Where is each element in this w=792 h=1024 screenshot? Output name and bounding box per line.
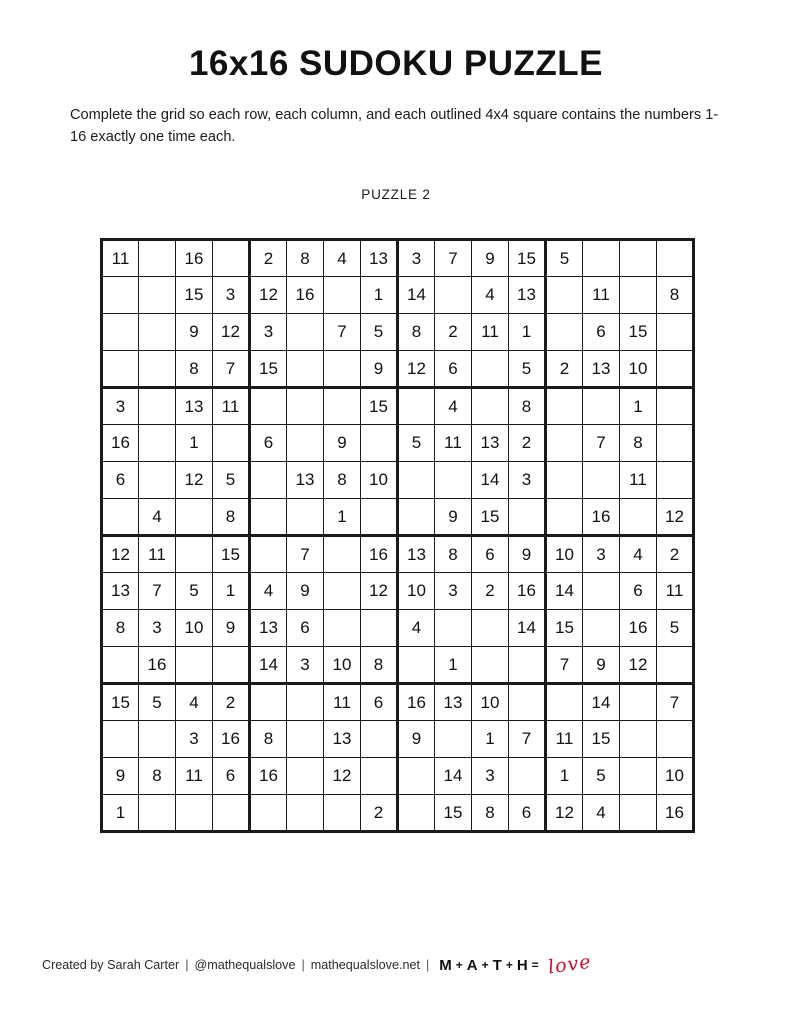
sudoku-cell-given[interactable]: 16 — [361, 535, 398, 572]
sudoku-cell-empty[interactable] — [213, 424, 250, 461]
sudoku-cell-given[interactable]: 8 — [398, 313, 435, 350]
sudoku-cell-empty[interactable] — [139, 424, 176, 461]
sudoku-cell-given[interactable]: 5 — [657, 609, 694, 646]
sudoku-cell-given[interactable]: 11 — [620, 461, 657, 498]
sudoku-cell-given[interactable]: 9 — [361, 350, 398, 387]
sudoku-cell-empty[interactable] — [435, 609, 472, 646]
sudoku-cell-empty[interactable] — [250, 535, 287, 572]
sudoku-cell-empty[interactable] — [398, 757, 435, 794]
sudoku-cell-empty[interactable] — [509, 757, 546, 794]
sudoku-cell-empty[interactable] — [583, 572, 620, 609]
sudoku-cell-given[interactable]: 14 — [250, 646, 287, 683]
sudoku-cell-given[interactable]: 16 — [509, 572, 546, 609]
sudoku-cell-given[interactable]: 8 — [620, 424, 657, 461]
footer-website-link[interactable]: mathequalslove.net — [310, 958, 420, 972]
sudoku-cell-given[interactable]: 10 — [657, 757, 694, 794]
sudoku-cell-given[interactable]: 16 — [176, 239, 213, 276]
sudoku-cell-given[interactable]: 8 — [361, 646, 398, 683]
sudoku-cell-given[interactable]: 7 — [657, 683, 694, 720]
sudoku-cell-given[interactable]: 16 — [620, 609, 657, 646]
sudoku-row — [102, 276, 694, 313]
sudoku-row — [102, 609, 694, 646]
sudoku-cell-empty[interactable] — [324, 276, 361, 313]
sudoku-grid-container — [100, 238, 692, 830]
sudoku-cell-empty[interactable] — [139, 313, 176, 350]
sudoku-cell-empty[interactable] — [176, 535, 213, 572]
sudoku-cell-given[interactable]: 5 — [398, 424, 435, 461]
sudoku-cell-given[interactable]: 8 — [472, 794, 509, 831]
sudoku-cell-given[interactable]: 3 — [509, 461, 546, 498]
sudoku-cell-empty[interactable] — [324, 350, 361, 387]
sudoku-cell-empty[interactable] — [546, 498, 583, 535]
sudoku-cell-empty[interactable] — [102, 313, 139, 350]
sudoku-cell-empty[interactable] — [287, 313, 324, 350]
sudoku-cell-empty[interactable] — [435, 461, 472, 498]
sudoku-cell-empty[interactable] — [583, 609, 620, 646]
sudoku-cell-given[interactable]: 9 — [435, 498, 472, 535]
sudoku-cell-given[interactable]: 12 — [546, 794, 583, 831]
sudoku-cell-empty[interactable] — [509, 646, 546, 683]
footer-separator-3: | — [425, 958, 430, 972]
sudoku-cell-empty[interactable] — [250, 498, 287, 535]
logo-letter-h: H — [516, 956, 529, 974]
sudoku-cell-empty[interactable] — [435, 720, 472, 757]
sudoku-cell-given[interactable]: 11 — [546, 720, 583, 757]
sudoku-cell-given[interactable]: 6 — [583, 313, 620, 350]
sudoku-cell-empty[interactable] — [657, 646, 694, 683]
sudoku-cell-given[interactable]: 3 — [213, 276, 250, 313]
sudoku-cell-given[interactable]: 9 — [102, 757, 139, 794]
sudoku-cell-empty[interactable] — [250, 683, 287, 720]
sudoku-cell-given[interactable]: 5 — [546, 239, 583, 276]
sudoku-cell-empty[interactable] — [324, 535, 361, 572]
sudoku-cell-empty[interactable] — [139, 794, 176, 831]
sudoku-row — [102, 794, 694, 831]
sudoku-cell-given[interactable]: 6 — [472, 535, 509, 572]
footer — [42, 950, 593, 979]
sudoku-cell-empty[interactable] — [657, 720, 694, 757]
sudoku-cell-empty[interactable] — [287, 424, 324, 461]
sudoku-cell-given[interactable]: 6 — [287, 609, 324, 646]
sudoku-cell-given[interactable]: 6 — [102, 461, 139, 498]
sudoku-cell-empty[interactable] — [472, 350, 509, 387]
sudoku-cell-given[interactable]: 13 — [361, 239, 398, 276]
sudoku-cell-empty[interactable] — [620, 498, 657, 535]
sudoku-cell-empty[interactable] — [435, 276, 472, 313]
sudoku-cell-empty[interactable] — [287, 387, 324, 424]
logo-letter-t: T — [492, 956, 503, 974]
sudoku-cell-empty[interactable] — [509, 498, 546, 535]
sudoku-cell-given[interactable]: 3 — [250, 313, 287, 350]
sudoku-cell-given[interactable]: 8 — [213, 498, 250, 535]
sudoku-cell-given[interactable]: 16 — [398, 683, 435, 720]
sudoku-row — [102, 757, 694, 794]
sudoku-cell-given[interactable]: 2 — [361, 794, 398, 831]
sudoku-cell-given[interactable]: 10 — [472, 683, 509, 720]
sudoku-row — [102, 239, 694, 276]
sudoku-cell-given[interactable]: 16 — [657, 794, 694, 831]
sudoku-cell-given[interactable]: 16 — [102, 424, 139, 461]
sudoku-cell-given[interactable]: 12 — [398, 350, 435, 387]
sudoku-cell-given[interactable]: 12 — [102, 535, 139, 572]
sudoku-cell-given[interactable]: 7 — [287, 535, 324, 572]
sudoku-cell-given[interactable]: 7 — [435, 239, 472, 276]
sudoku-cell-given[interactable]: 4 — [435, 387, 472, 424]
sudoku-cell-empty[interactable] — [657, 313, 694, 350]
sudoku-cell-empty[interactable] — [213, 239, 250, 276]
sudoku-cell-given[interactable]: 2 — [213, 683, 250, 720]
sudoku-cell-given[interactable]: 6 — [435, 350, 472, 387]
sudoku-cell-given[interactable]: 14 — [583, 683, 620, 720]
sudoku-cell-empty[interactable] — [102, 720, 139, 757]
sudoku-grid — [100, 238, 695, 833]
sudoku-cell-given[interactable]: 6 — [250, 424, 287, 461]
footer-separator-1: | — [185, 958, 189, 972]
sudoku-cell-given[interactable]: 15 — [435, 794, 472, 831]
sudoku-cell-given[interactable]: 5 — [176, 572, 213, 609]
sudoku-cell-empty[interactable] — [398, 646, 435, 683]
sudoku-cell-given[interactable]: 8 — [657, 276, 694, 313]
sudoku-cell-empty[interactable] — [139, 720, 176, 757]
sudoku-cell-given[interactable]: 14 — [509, 609, 546, 646]
sudoku-cell-given[interactable]: 3 — [287, 646, 324, 683]
sudoku-cell-empty[interactable] — [139, 239, 176, 276]
logo-plus-3: + — [505, 958, 514, 972]
sudoku-cell-empty[interactable] — [102, 350, 139, 387]
sudoku-cell-given[interactable]: 14 — [435, 757, 472, 794]
sudoku-row — [102, 572, 694, 609]
sudoku-cell-empty[interactable] — [583, 239, 620, 276]
sudoku-cell-given[interactable]: 3 — [176, 720, 213, 757]
sudoku-cell-given[interactable]: 10 — [361, 461, 398, 498]
sudoku-cell-given[interactable]: 3 — [398, 239, 435, 276]
sudoku-cell-empty[interactable] — [398, 461, 435, 498]
sudoku-cell-given[interactable]: 10 — [620, 350, 657, 387]
sudoku-cell-empty[interactable] — [620, 239, 657, 276]
sudoku-cell-given[interactable]: 16 — [250, 757, 287, 794]
sudoku-cell-empty[interactable] — [398, 794, 435, 831]
sudoku-cell-given[interactable]: 10 — [398, 572, 435, 609]
sudoku-cell-given[interactable]: 10 — [324, 646, 361, 683]
sudoku-cell-given[interactable]: 6 — [509, 794, 546, 831]
sudoku-cell-empty[interactable] — [176, 646, 213, 683]
sudoku-cell-given[interactable]: 8 — [435, 535, 472, 572]
sudoku-cell-empty[interactable] — [361, 757, 398, 794]
sudoku-row — [102, 498, 694, 535]
sudoku-cell-given[interactable]: 11 — [583, 276, 620, 313]
sudoku-cell-given[interactable]: 15 — [583, 720, 620, 757]
sudoku-cell-empty[interactable] — [287, 350, 324, 387]
sudoku-cell-given[interactable]: 12 — [250, 276, 287, 313]
sudoku-cell-empty[interactable] — [509, 683, 546, 720]
sudoku-cell-empty[interactable] — [657, 239, 694, 276]
sudoku-cell-given[interactable]: 13 — [324, 720, 361, 757]
sudoku-cell-given[interactable]: 5 — [583, 757, 620, 794]
sudoku-cell-given[interactable]: 15 — [546, 609, 583, 646]
sudoku-cell-given[interactable]: 16 — [213, 720, 250, 757]
sudoku-cell-empty[interactable] — [287, 683, 324, 720]
sudoku-cell-given[interactable]: 5 — [213, 461, 250, 498]
sudoku-cell-given[interactable]: 1 — [176, 424, 213, 461]
sudoku-cell-given[interactable]: 12 — [361, 572, 398, 609]
sudoku-cell-empty[interactable] — [361, 424, 398, 461]
sudoku-cell-given[interactable]: 12 — [213, 313, 250, 350]
sudoku-cell-given[interactable]: 8 — [509, 387, 546, 424]
sudoku-cell-empty[interactable] — [398, 498, 435, 535]
sudoku-cell-given[interactable]: 9 — [583, 646, 620, 683]
sudoku-cell-empty[interactable] — [139, 461, 176, 498]
sudoku-cell-given[interactable]: 5 — [509, 350, 546, 387]
sudoku-cell-given[interactable]: 13 — [435, 683, 472, 720]
sudoku-row — [102, 683, 694, 720]
sudoku-cell-empty[interactable] — [657, 387, 694, 424]
sudoku-cell-given[interactable]: 4 — [176, 683, 213, 720]
footer-social-handle[interactable]: @mathequalslove — [194, 958, 296, 972]
sudoku-row — [102, 461, 694, 498]
sudoku-cell-given[interactable]: 7 — [509, 720, 546, 757]
sudoku-cell-empty[interactable] — [546, 313, 583, 350]
sudoku-cell-empty[interactable] — [620, 757, 657, 794]
sudoku-cell-empty[interactable] — [287, 498, 324, 535]
sudoku-row — [102, 646, 694, 683]
puzzle-number-label: PUZZLE 2 — [361, 186, 431, 202]
sudoku-cell-given[interactable]: 9 — [472, 239, 509, 276]
sudoku-cell-given[interactable]: 8 — [287, 239, 324, 276]
sudoku-cell-empty[interactable] — [472, 646, 509, 683]
footer-credit: Created by Sarah Carter — [42, 958, 180, 972]
sudoku-cell-empty[interactable] — [324, 609, 361, 646]
sudoku-cell-given[interactable]: 13 — [472, 424, 509, 461]
sudoku-cell-given[interactable]: 14 — [398, 276, 435, 313]
sudoku-cell-given[interactable]: 2 — [546, 350, 583, 387]
logo-letter-a: A — [466, 956, 479, 974]
sudoku-row — [102, 720, 694, 757]
sudoku-cell-given[interactable]: 1 — [546, 757, 583, 794]
sudoku-cell-given[interactable]: 15 — [509, 239, 546, 276]
sudoku-row — [102, 424, 694, 461]
sudoku-cell-given[interactable]: 15 — [472, 498, 509, 535]
sudoku-cell-given[interactable]: 7 — [139, 572, 176, 609]
sudoku-cell-given[interactable]: 7 — [213, 350, 250, 387]
sudoku-cell-given[interactable]: 2 — [509, 424, 546, 461]
sudoku-cell-given[interactable]: 12 — [657, 498, 694, 535]
sudoku-cell-given[interactable]: 13 — [398, 535, 435, 572]
sudoku-cell-empty[interactable] — [472, 609, 509, 646]
sudoku-cell-given[interactable]: 8 — [139, 757, 176, 794]
sudoku-cell-empty[interactable] — [176, 498, 213, 535]
sudoku-cell-given[interactable]: 12 — [176, 461, 213, 498]
sudoku-cell-empty[interactable] — [139, 350, 176, 387]
sudoku-cell-empty[interactable] — [361, 609, 398, 646]
sudoku-cell-given[interactable]: 1 — [509, 313, 546, 350]
sudoku-cell-given[interactable]: 6 — [361, 683, 398, 720]
sudoku-cell-given[interactable]: 8 — [176, 350, 213, 387]
sudoku-cell-given[interactable]: 13 — [250, 609, 287, 646]
sudoku-cell-empty[interactable] — [287, 757, 324, 794]
sudoku-cell-given[interactable]: 3 — [139, 609, 176, 646]
sudoku-cell-given[interactable]: 7 — [324, 313, 361, 350]
sudoku-cell-given[interactable]: 1 — [435, 646, 472, 683]
page-title: 16x16 SUDOKU PUZZLE — [188, 44, 604, 83]
sudoku-cell-given[interactable]: 9 — [398, 720, 435, 757]
sudoku-cell-empty[interactable] — [472, 387, 509, 424]
sudoku-cell-given[interactable]: 13 — [102, 572, 139, 609]
logo-plus-2: + — [481, 958, 490, 972]
logo-equals: = — [531, 958, 540, 972]
sudoku-cell-given[interactable]: 3 — [102, 387, 139, 424]
sudoku-cell-empty[interactable] — [546, 461, 583, 498]
sudoku-cell-given[interactable]: 12 — [620, 646, 657, 683]
sudoku-cell-empty[interactable] — [250, 387, 287, 424]
sudoku-cell-given[interactable]: 1 — [620, 387, 657, 424]
sudoku-cell-given[interactable]: 11 — [472, 313, 509, 350]
sudoku-cell-given[interactable]: 15 — [620, 313, 657, 350]
sudoku-cell-given[interactable]: 11 — [176, 757, 213, 794]
sudoku-cell-given[interactable]: 11 — [324, 683, 361, 720]
sudoku-cell-given[interactable]: 8 — [324, 461, 361, 498]
sudoku-cell-given[interactable]: 1 — [324, 498, 361, 535]
sudoku-cell-given[interactable]: 3 — [472, 757, 509, 794]
sudoku-cell-empty[interactable] — [102, 276, 139, 313]
sudoku-cell-given[interactable]: 2 — [250, 239, 287, 276]
sudoku-cell-given[interactable]: 5 — [361, 313, 398, 350]
sudoku-cell-given[interactable]: 11 — [435, 424, 472, 461]
sudoku-cell-given[interactable]: 9 — [213, 609, 250, 646]
sudoku-cell-empty[interactable] — [361, 498, 398, 535]
sudoku-cell-empty[interactable] — [546, 276, 583, 313]
sudoku-cell-empty[interactable] — [398, 387, 435, 424]
sudoku-cell-given[interactable]: 9 — [324, 424, 361, 461]
sudoku-cell-given[interactable]: 15 — [102, 683, 139, 720]
sudoku-cell-given[interactable]: 5 — [139, 683, 176, 720]
instructions-text: Complete the grid so each row, each column, and each outlined 4x4 square contains the numbers 1- 16 exactly one time each. — [70, 106, 719, 145]
logo-letter-m: M — [439, 956, 453, 974]
sudoku-cell-empty[interactable] — [102, 646, 139, 683]
sudoku-cell-empty[interactable] — [620, 794, 657, 831]
sudoku-cell-given[interactable]: 8 — [102, 609, 139, 646]
sudoku-row — [102, 535, 694, 572]
sudoku-cell-given[interactable]: 3 — [435, 572, 472, 609]
sudoku-cell-given[interactable]: 4 — [583, 794, 620, 831]
sudoku-cell-empty[interactable] — [213, 646, 250, 683]
sudoku-cell-given[interactable]: 1 — [102, 794, 139, 831]
logo-love-script: love — [546, 950, 593, 979]
sudoku-cell-given[interactable]: 2 — [472, 572, 509, 609]
sudoku-cell-given[interactable]: 15 — [361, 387, 398, 424]
sudoku-cell-empty[interactable] — [139, 387, 176, 424]
sudoku-cell-given[interactable]: 1 — [213, 572, 250, 609]
sudoku-cell-given[interactable]: 14 — [472, 461, 509, 498]
sudoku-cell-given[interactable]: 9 — [287, 572, 324, 609]
sudoku-cell-given[interactable]: 15 — [176, 276, 213, 313]
sudoku-cell-empty[interactable] — [546, 387, 583, 424]
sudoku-cell-given[interactable]: 15 — [250, 350, 287, 387]
sudoku-cell-given[interactable]: 4 — [250, 572, 287, 609]
sudoku-cell-empty[interactable] — [250, 461, 287, 498]
sudoku-cell-given[interactable]: 7 — [583, 424, 620, 461]
sudoku-cell-empty[interactable] — [361, 720, 398, 757]
sudoku-cell-given[interactable]: 13 — [287, 461, 324, 498]
sudoku-cell-given[interactable]: 7 — [546, 646, 583, 683]
sudoku-cell-empty[interactable] — [546, 683, 583, 720]
sudoku-cell-empty[interactable] — [139, 276, 176, 313]
sudoku-cell-empty[interactable] — [657, 424, 694, 461]
sudoku-cell-given[interactable]: 11 — [213, 387, 250, 424]
sudoku-cell-given[interactable]: 4 — [398, 609, 435, 646]
sudoku-cell-given[interactable]: 6 — [620, 572, 657, 609]
sudoku-cell-given[interactable]: 11 — [102, 239, 139, 276]
sudoku-cell-given[interactable]: 2 — [435, 313, 472, 350]
sudoku-cell-empty[interactable] — [620, 276, 657, 313]
sudoku-cell-empty[interactable] — [213, 794, 250, 831]
math-equals-love-logo — [435, 950, 593, 979]
sudoku-cell-empty[interactable] — [102, 498, 139, 535]
sudoku-cell-given[interactable]: 16 — [287, 276, 324, 313]
sudoku-cell-given[interactable]: 1 — [361, 276, 398, 313]
sudoku-cell-given[interactable]: 15 — [213, 535, 250, 572]
sudoku-cell-given[interactable]: 13 — [176, 387, 213, 424]
sudoku-cell-empty[interactable] — [583, 461, 620, 498]
sudoku-cell-given[interactable]: 16 — [583, 498, 620, 535]
sudoku-cell-given[interactable]: 2 — [657, 535, 694, 572]
sudoku-cell-given[interactable]: 4 — [139, 498, 176, 535]
sudoku-cell-empty[interactable] — [324, 794, 361, 831]
sudoku-cell-empty[interactable] — [620, 683, 657, 720]
sudoku-row — [102, 350, 694, 387]
sudoku-cell-given[interactable]: 12 — [324, 757, 361, 794]
footer-separator-2: | — [301, 958, 305, 972]
sudoku-cell-given[interactable]: 6 — [213, 757, 250, 794]
sudoku-cell-empty[interactable] — [657, 350, 694, 387]
sudoku-cell-given[interactable]: 11 — [139, 535, 176, 572]
sudoku-cell-given[interactable]: 13 — [509, 276, 546, 313]
sudoku-cell-given[interactable]: 11 — [657, 572, 694, 609]
sudoku-cell-given[interactable]: 14 — [546, 572, 583, 609]
sudoku-row — [102, 313, 694, 350]
sudoku-cell-empty[interactable] — [250, 794, 287, 831]
sudoku-cell-given[interactable]: 1 — [472, 720, 509, 757]
sudoku-cell-given[interactable]: 10 — [546, 535, 583, 572]
sudoku-cell-empty[interactable] — [324, 572, 361, 609]
logo-plus-1: + — [455, 958, 464, 972]
sudoku-cell-given[interactable]: 9 — [509, 535, 546, 572]
sudoku-cell-given[interactable]: 9 — [176, 313, 213, 350]
sudoku-cell-given[interactable]: 4 — [472, 276, 509, 313]
sudoku-cell-empty[interactable] — [583, 387, 620, 424]
sudoku-cell-given[interactable]: 8 — [250, 720, 287, 757]
sudoku-cell-empty[interactable] — [176, 794, 213, 831]
sudoku-cell-given[interactable]: 4 — [324, 239, 361, 276]
sudoku-cell-given[interactable]: 16 — [139, 646, 176, 683]
sudoku-cell-empty[interactable] — [620, 720, 657, 757]
sudoku-row — [102, 387, 694, 424]
sudoku-cell-given[interactable]: 13 — [583, 350, 620, 387]
sudoku-cell-empty[interactable] — [287, 794, 324, 831]
sudoku-cell-given[interactable]: 4 — [620, 535, 657, 572]
sudoku-cell-empty[interactable] — [657, 461, 694, 498]
sudoku-cell-given[interactable]: 3 — [583, 535, 620, 572]
sudoku-cell-empty[interactable] — [324, 387, 361, 424]
sudoku-cell-empty[interactable] — [287, 720, 324, 757]
sudoku-cell-empty[interactable] — [546, 424, 583, 461]
sudoku-cell-given[interactable]: 10 — [176, 609, 213, 646]
